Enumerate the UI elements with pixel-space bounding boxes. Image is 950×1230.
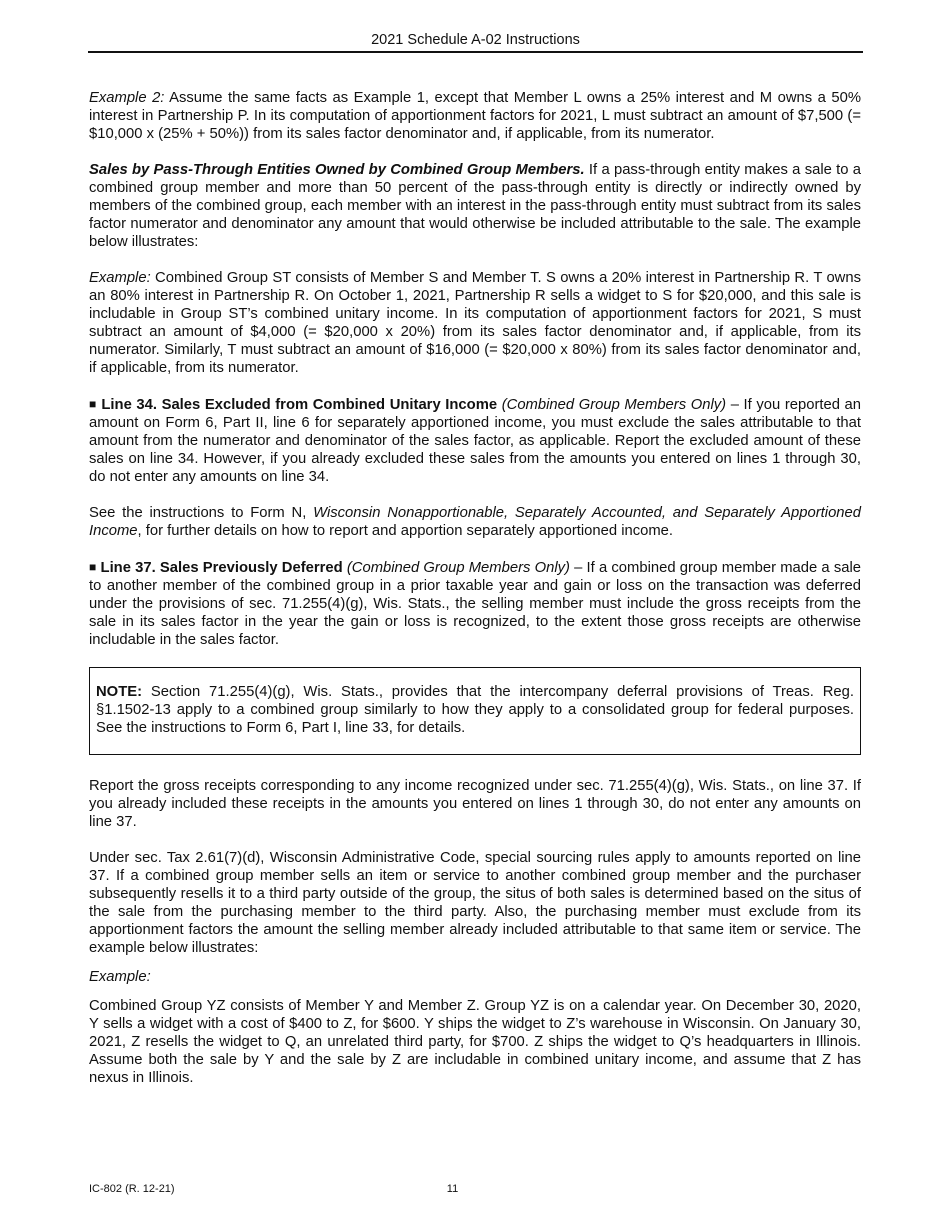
- example-yz-paragraph: Combined Group YZ consists of Member Y and Member Z. Group YZ is on a calendar year. On December 30, 2020, Y sells a widget with a cost of $400 to Z, for $600. Y ships the widget to Z’s warehouse in Wisconsin. On January 30, 2021, Z resells the widget to Q, an unrelated third party, for $700. Z ships the widget to Q’s headquarters in Illinois. Assume both the sale by Y and the sale by Z are includable in combined unitary income, and assume that Z has nexus in Illinois.: [89, 998, 861, 1086]
- example-yz-label-paragraph: [89, 968, 861, 986]
- sourcing-rules-paragraph: Under sec. Tax 2.61(7)(d), Wisconsin Administrative Code, special sourcing rules apply to amounts reported on line 37. If a combined group member sells an item or service to another combined group member and the purchaser subsequently resells it to a third party outside of the group, the situs of both sales is determined based on the situs of the sale from the purchasing member to the third party. Also, the purchasing member must exclude from its apportionment factors the amount the selling member already included attributable to that same item or service. The example below illustrates:: [89, 850, 861, 956]
- example-2-text: Assume the same facts as Example 1, except that Member L owns a 25% interest and M owns a 50% interest in Partnership P. In its computation of apportionment factors for 2021, L must subtract an amount of $7,500 (= $10,000 x (25% + 50%)) from its sales factor denominator and, if applicable, from its numerator.: [89, 90, 861, 142]
- note-wrapper: [89, 667, 861, 755]
- bullet-icon: ■: [89, 397, 97, 411]
- page-content: [89, 89, 861, 1087]
- bullet-icon: ■: [89, 560, 97, 574]
- example-2-label: Example 2:: [89, 90, 165, 106]
- example-2-paragraph: [89, 89, 861, 143]
- line-37-heading: Line 37. Sales Previously Deferred: [100, 560, 343, 576]
- form-n-title: Wisconsin Nonapportionable, Separately Accounted, and Separately Apportioned Income: [89, 505, 861, 539]
- report-paragraph: Report the gross receipts corresponding to any income recognized under sec. 71.255(4)(g), Wis. Stats., on line 37. If you already included these receipts in the amounts you entered on lines 1 through 30, do not enter any amounts on line 37.: [89, 778, 861, 830]
- note-text: Section 71.255(4)(g), Wis. Stats., provides that the intercompany deferral provisions of Treas. Reg. §1.1502-13 apply to a combined group similarly to how they apply to a consolidated group for federal purposes. See the instructions to Form 6, Part I, line 33, for details.: [96, 684, 854, 736]
- line-34-heading: Line 34. Sales Excluded from Combined Unitary Income: [101, 397, 498, 413]
- line-34-paragraph: [89, 395, 861, 486]
- note-box: [89, 667, 861, 755]
- pass-through-paragraph: [89, 161, 861, 251]
- note-label: NOTE:: [96, 684, 143, 700]
- example-yz-label: Example:: [89, 969, 151, 985]
- page-header: 2021 Schedule A-02 Instructions: [88, 32, 863, 53]
- example-st-text: Combined Group ST consists of Member S and Member T. S owns a 20% interest in Partnership R. T owns an 80% interest in Partnership R. On October 1, 2021, Partnership R sells a widget to S for $20,000, and this sale is includable in Group ST’s combined unitary income. In its computation of apportionment factors for 2021, S must subtract an amount of $4,000 (= $20,000 x 20%) from its sales factor denominator and, if applicable, from its numerator. Similarly, T must subtract an amount of $16,000 (= $20,000 x 80%) from its sales factor denominator and, if applicable, from its numerator.: [89, 270, 861, 376]
- line-37-text: – If a combined group member made a sale to another member of the combined group in a prior taxable year and gain or loss on the transaction was deferred under the provisions of sec. 71.255(4)(g), Wis. Stats., the selling member must include the gross receipts from the sale in its sales factor in the year the gain or loss is recognized, to the extent those gross receipts are otherwise includable in the sales factor.: [89, 560, 861, 648]
- pass-through-text: If a pass-through entity makes a sale to a combined group member and more than 50 percent of the pass-through entity is directly or indirectly owned by members of the combined group, each member with an interest in the pass-through entity must subtract from its sales factor numerator and denominator any amount that would otherwise be included attributable to the sale. The example below illustrates:: [89, 162, 861, 250]
- form-n-paragraph: [89, 504, 861, 540]
- line-37-paragraph: [89, 558, 861, 649]
- page-number: 11: [446, 1183, 459, 1195]
- form-n-text-b: , for further details on how to report and apportion separately apportioned income.: [137, 523, 674, 539]
- line-37-qualifier: (Combined Group Members Only): [346, 560, 570, 576]
- note-paragraph: [96, 683, 854, 737]
- example-st-label: Example:: [89, 270, 151, 286]
- example-st-paragraph: [89, 269, 861, 377]
- line-34-text: – If you reported an amount on Form 6, Part II, line 6 for separately apportioned income, you must exclude the sales attributable to that amount from the numerator and denominator of the sales factor, as applicable. Report the excluded amount of these sales on line 34. However, if you already excluded these sales from the amounts you entered on lines 1 through 30, do not enter any amounts on line 34.: [89, 397, 862, 485]
- pass-through-heading: Sales by Pass-Through Entities Owned by Combined Group Members.: [89, 162, 585, 178]
- form-code: IC-802 (R. 12-21): [89, 1183, 175, 1195]
- form-n-text-a: See the instructions to Form N,: [89, 505, 314, 521]
- line-34-qualifier: (Combined Group Members Only): [501, 397, 727, 413]
